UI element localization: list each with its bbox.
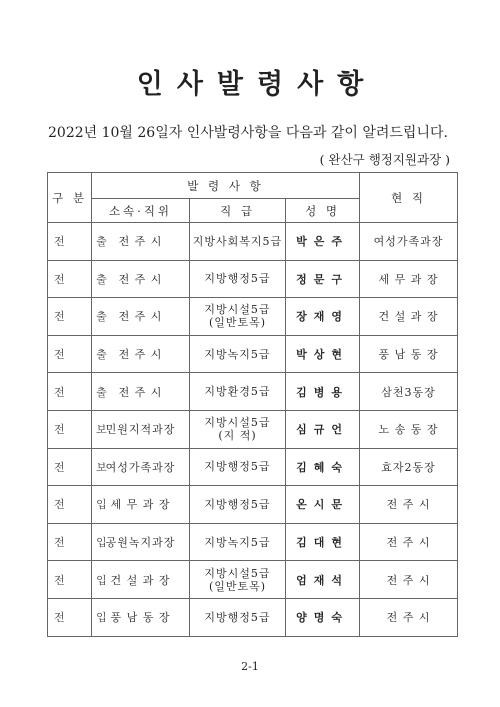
- cell-grade: 지방녹지5급: [190, 335, 286, 373]
- header-type: 구 분: [48, 173, 92, 223]
- cell-grade: 지방녹지5급: [190, 523, 286, 561]
- cell-affiliation: 전 주 시: [92, 223, 190, 261]
- cell-affiliation: 공원녹지과장: [92, 523, 190, 561]
- cell-affiliation: 전 주 시: [92, 335, 190, 373]
- cell-name: 엄재석: [286, 561, 360, 599]
- table-row: [48, 448, 458, 486]
- cell-current: 삼천3동장: [360, 373, 458, 411]
- cell-type: 전 출: [48, 373, 92, 411]
- cell-current: 효자2동장: [360, 448, 458, 486]
- cell-affiliation: 전 주 시: [92, 373, 190, 411]
- cell-current: 전 주 시: [360, 486, 458, 524]
- cell-current: 전 주 시: [360, 523, 458, 561]
- cell-type: 전 출: [48, 223, 92, 261]
- cell-affiliation: 세 무 과 장: [92, 486, 190, 524]
- header-appointment: 발 령 사 항: [92, 173, 360, 199]
- cell-current: 전 주 시: [360, 561, 458, 599]
- cell-grade: 지방시설5급 (일반토목): [190, 298, 286, 336]
- cell-type: 전 보: [48, 448, 92, 486]
- cell-current: 풍 남 동 장: [360, 335, 458, 373]
- cell-grade: 지방행정5급: [190, 260, 286, 298]
- cell-grade: 지방환경5급: [190, 373, 286, 411]
- cell-type: 전 출: [48, 298, 92, 336]
- department-note: ( 완산구 행정지원과장 ): [319, 152, 450, 167]
- table-row: [48, 335, 458, 373]
- cell-affiliation: 민원지적과장: [92, 410, 190, 448]
- cell-type: 전 입: [48, 486, 92, 524]
- cell-grade: 지방행정5급: [190, 448, 286, 486]
- table-row: [48, 298, 458, 336]
- cell-type: 전 입: [48, 561, 92, 599]
- cell-current: 노 송 동 장: [360, 410, 458, 448]
- cell-grade: 지방사회복지5급: [190, 223, 286, 261]
- table-row: [48, 410, 458, 448]
- cell-name: 양명숙: [286, 598, 360, 636]
- table-row: [48, 561, 458, 599]
- cell-type: 전 출: [48, 335, 92, 373]
- cell-name: 정문구: [286, 260, 360, 298]
- cell-grade: 지방시설5급 (지 적): [190, 410, 286, 448]
- table-row: [48, 223, 458, 261]
- cell-type: 전 입: [48, 598, 92, 636]
- appointment-table: [47, 172, 458, 637]
- table-row: [48, 598, 458, 636]
- header-name: 성 명: [286, 199, 360, 223]
- table-row: [48, 486, 458, 524]
- cell-current: 세 무 과 장: [360, 260, 458, 298]
- cell-name: 박은주: [286, 223, 360, 261]
- cell-current: 여성가족과장: [360, 223, 458, 261]
- header-current: 현 직: [360, 173, 458, 223]
- cell-affiliation: 풍 남 동 장: [92, 598, 190, 636]
- cell-type: 전 출: [48, 260, 92, 298]
- cell-affiliation: 전 주 시: [92, 298, 190, 336]
- cell-affiliation: 건 설 과 장: [92, 561, 190, 599]
- header-affiliation: 소속·직위: [92, 199, 190, 223]
- table-row: [48, 373, 458, 411]
- cell-current: 건 설 과 장: [360, 298, 458, 336]
- cell-current: 전 주 시: [360, 598, 458, 636]
- cell-grade: 지방행정5급: [190, 598, 286, 636]
- cell-name: 김대현: [286, 523, 360, 561]
- cell-name: 장재영: [286, 298, 360, 336]
- page-number: 2-1: [241, 660, 259, 673]
- document-title: 인사발령사항: [136, 69, 378, 100]
- cell-name: 온시문: [286, 486, 360, 524]
- cell-affiliation: 전 주 시: [92, 260, 190, 298]
- cell-name: 박상현: [286, 335, 360, 373]
- cell-name: 김혜숙: [286, 448, 360, 486]
- cell-name: 김병용: [286, 373, 360, 411]
- cell-name: 심규언: [286, 410, 360, 448]
- table-row: [48, 523, 458, 561]
- table-body: [48, 223, 458, 637]
- cell-type: 전 보: [48, 410, 92, 448]
- table-row: [48, 260, 458, 298]
- cell-type: 전 입: [48, 523, 92, 561]
- cell-grade: 지방시설5급 (일반토목): [190, 561, 286, 599]
- intro-text: 2022년 10월 26일자 인사발령사항을 다음과 같이 알려드립니다.: [48, 125, 448, 141]
- header-grade: 직 급: [190, 199, 286, 223]
- cell-grade: 지방행정5급: [190, 486, 286, 524]
- cell-affiliation: 여성가족과장: [92, 448, 190, 486]
